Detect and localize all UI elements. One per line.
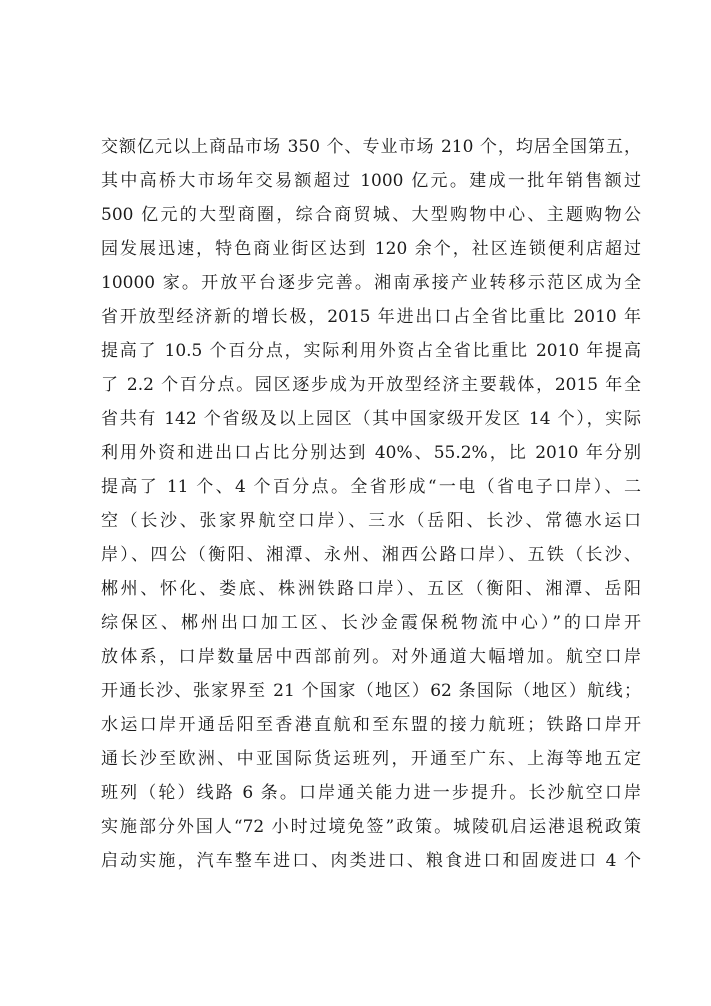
text-line: 通长沙至欧洲、中亚国际货运班列，开通至广东、上海等地五定 [101,749,641,769]
text-line: 实施部分外国人“72 小时过境免签”政策。城陵矶启运港退税政策 [101,817,641,837]
text-line: 开通长沙、张家界至 21 个国家（地区）62 条国际（地区）航线； [101,681,641,701]
text-line: 岸）、四公（衡阳、湘潭、永州、湘西公路口岸）、五铁（长沙、 [101,545,641,565]
text-line: 了 2.2 个百分点。园区逐步成为开放型经济主要载体，2015 年全 [101,375,641,395]
text-line: 省开放型经济新的增长极，2015 年进出口占全省比重比 2010 年 [101,307,641,327]
text-line: 综保区、郴州出口加工区、长沙金霞保税物流中心）”的口岸开 [101,613,641,633]
text-line: 园发展迅速，特色商业街区达到 120 余个，社区连锁便利店超过 [101,239,641,259]
text-line: 空（长沙、张家界航空口岸）、三水（岳阳、长沙、常德水运口 [101,511,641,531]
text-line: 省共有 142 个省级及以上园区（其中国家级开发区 14 个），实际 [101,409,641,429]
text-line: 放体系，口岸数量居中西部前列。对外通道大幅增加。航空口岸 [101,647,641,667]
text-line: 提高了 11 个、4 个百分点。全省形成“一电（省电子口岸）、二 [101,477,641,497]
text-line: 10000 家。开放平台逐步完善。湘南承接产业转移示范区成为全 [101,273,641,293]
text-line: 郴州、怀化、娄底、株洲铁路口岸）、五区（衡阳、湘潭、岳阳 [101,579,641,599]
text-line: 其中高桥大市场年交易额超过 1000 亿元。建成一批年销售额过 [101,171,641,191]
text-line: 交额亿元以上商品市场 350 个、专业市场 210 个，均居全国第五， [101,137,641,157]
text-line: 启动实施，汽车整车进口、肉类进口、粮食进口和固废进口 4 个 [101,851,641,871]
text-line: 水运口岸开通岳阳至香港直航和至东盟的接力航班；铁路口岸开 [101,715,641,735]
text-line: 利用外资和进出口占比分别达到 40%、55.2%，比 2010 年分别 [101,443,641,463]
body-text [101,130,641,878]
text-line: 提高了 10.5 个百分点，实际利用外资占全省比重比 2010 年提高 [101,341,641,361]
text-line: 500 亿元的大型商圈，综合商贸城、大型购物中心、主题购物公 [101,205,641,225]
text-line: 班列（轮）线路 6 条。口岸通关能力进一步提升。长沙航空口岸 [101,783,641,803]
